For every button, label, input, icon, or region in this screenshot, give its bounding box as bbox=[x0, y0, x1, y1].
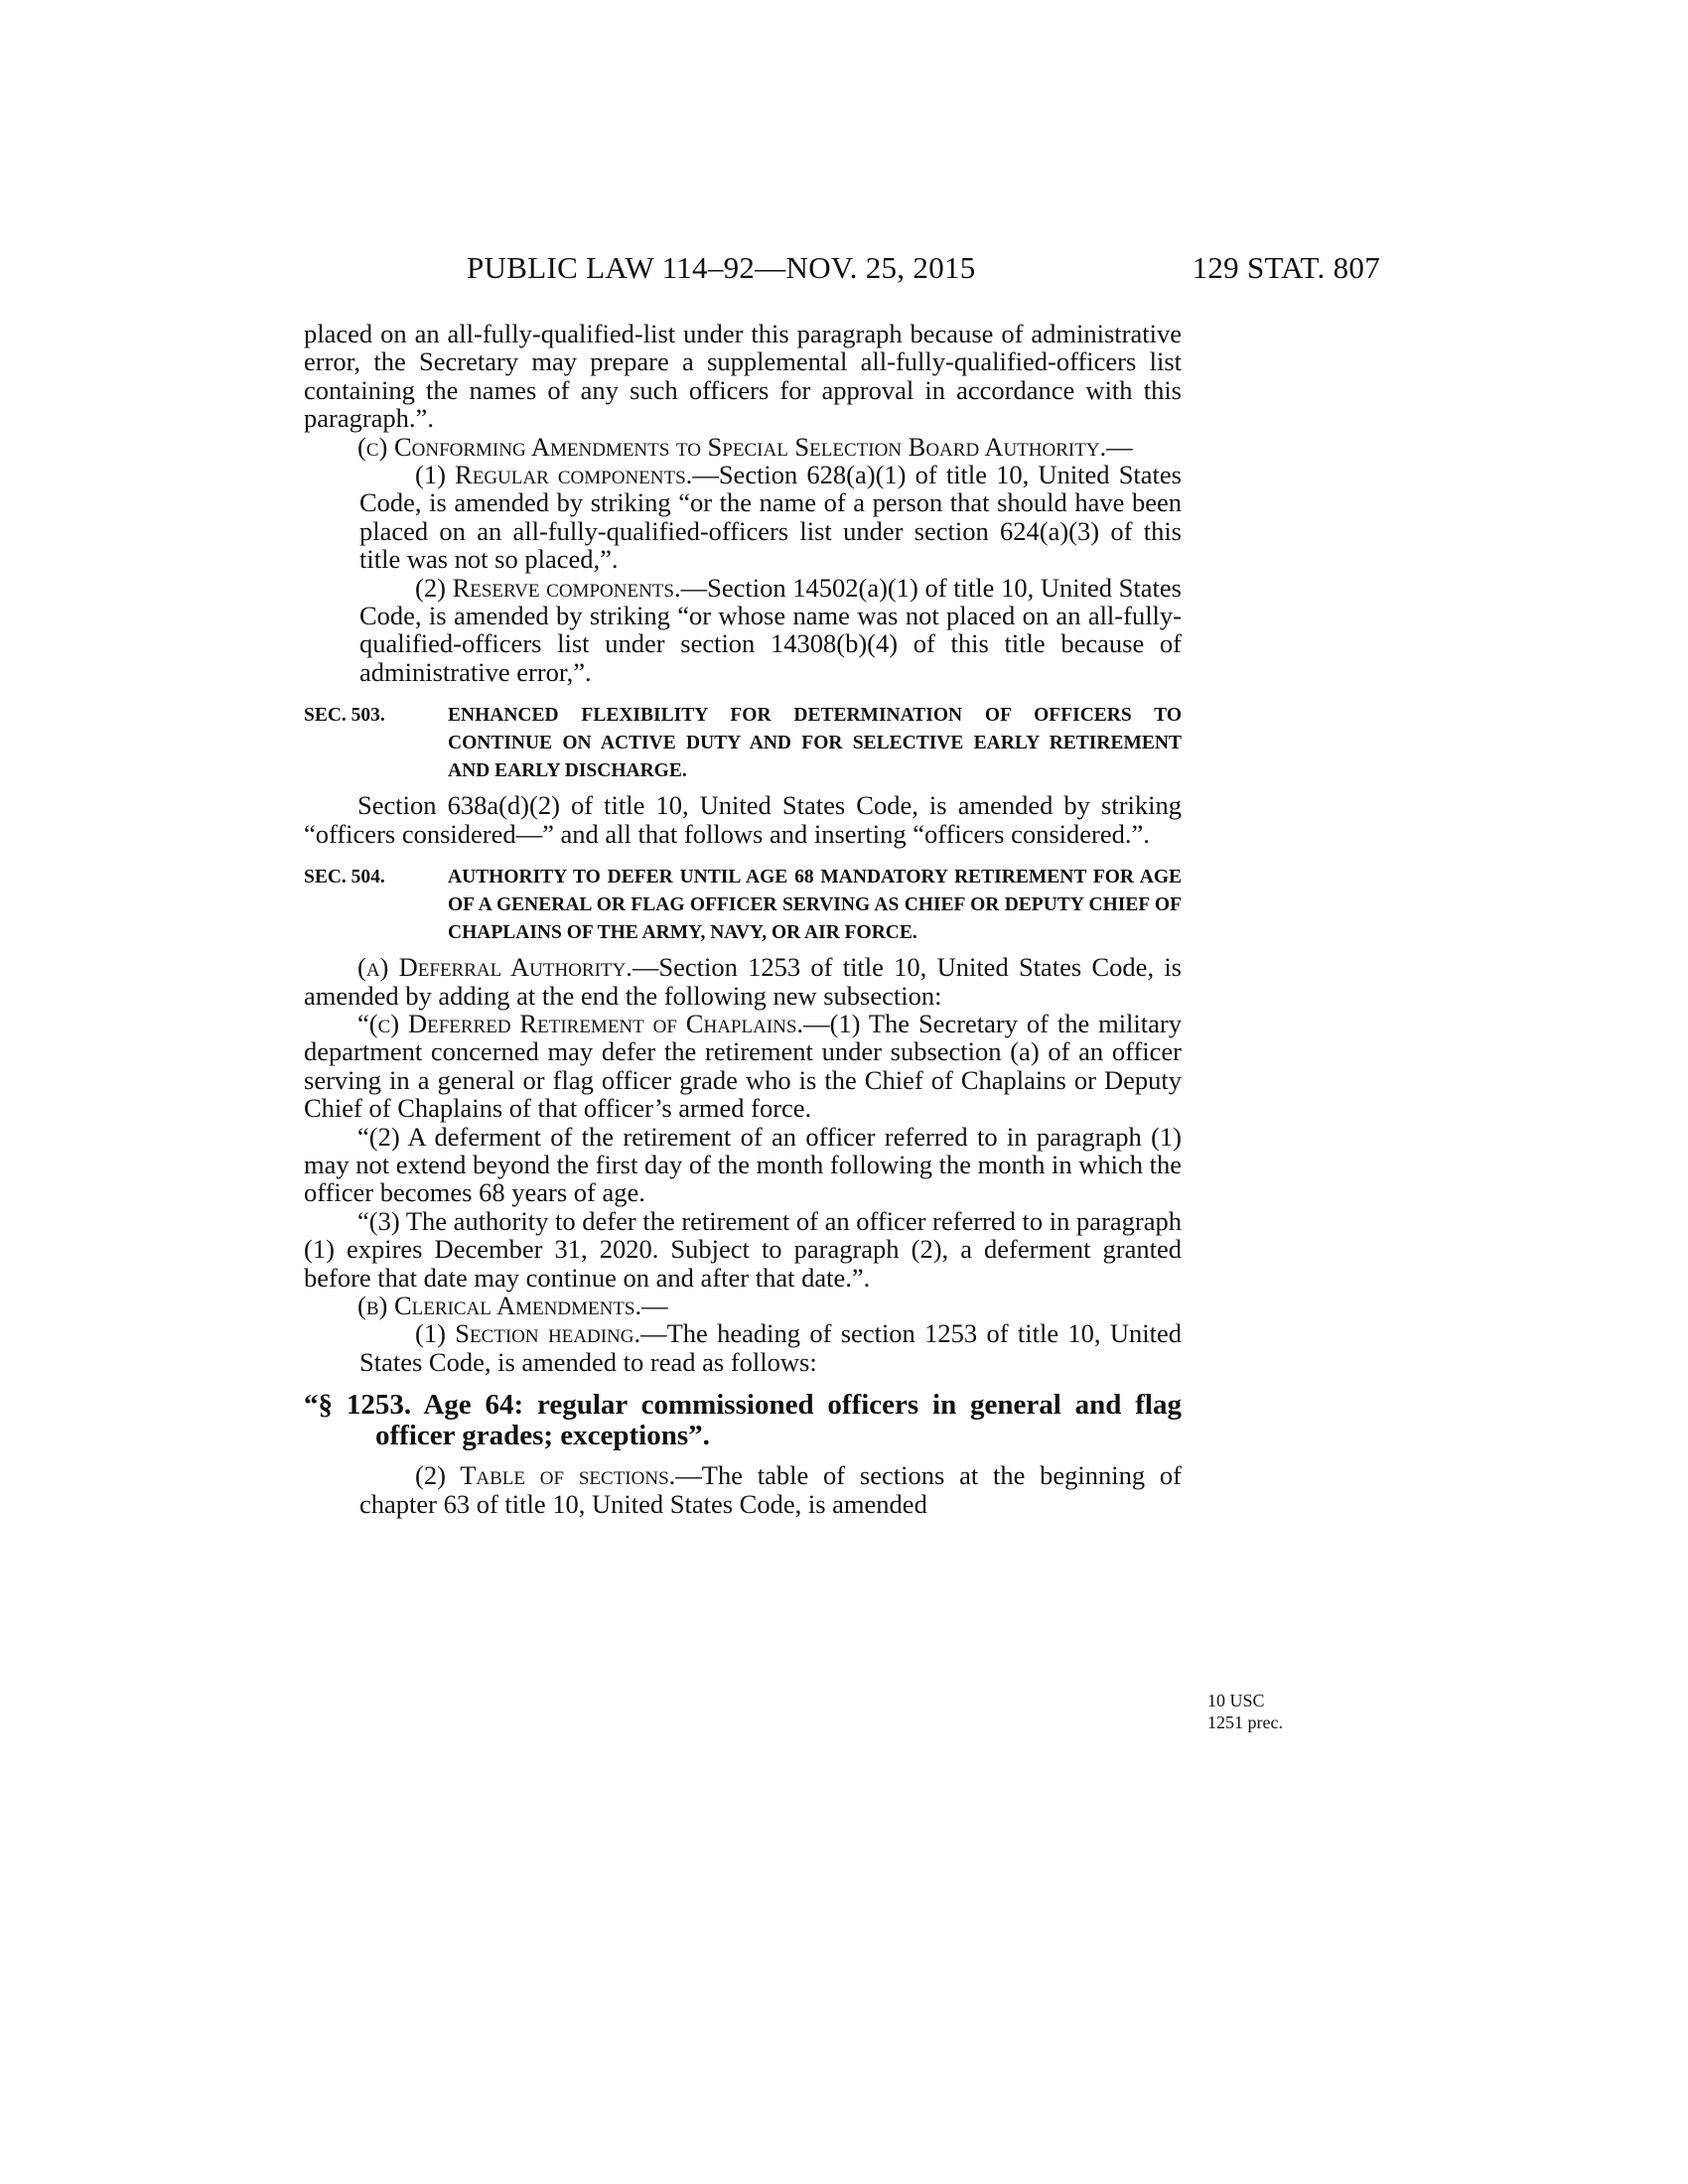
subsection-c-heading: (c) Conforming Amendments to Special Selection Board Authority.— bbox=[357, 431, 1133, 462]
quoted-paragraph-3: “(3) The authority to defer the retirement of an officer referred to in paragraph (1) expires December 31, 2020. Subject to paragraph (2), a deferment granted before that date may continue on and after that date.”. bbox=[304, 1205, 1182, 1293]
quoted-subsection-c: “(c) Deferred Retirement of Chaplains.—(1) The Secretary of the military department concerned may defer the retirement under subsection (a) of an officer serving in a general or flag officer grade who is the Chief of Chaplains or Deputy Chief of Chaplains of that officer’s armed force. bbox=[304, 1008, 1182, 1124]
public-law-citation: PUBLIC LAW 114–92—NOV. 25, 2015 bbox=[467, 250, 976, 285]
paragraph-c1: (1) Regular components.—Section 628(a)(1) of title 10, United States Code, is amended by striking “or the name of a person that should have been placed on an all-fully-qualified-officers list under section 624(a)(3) of this title was not so placed,”. bbox=[359, 460, 1182, 575]
paragraph-b1: (1) Section heading.—The heading of section 1253 of title 10, United States Code, is amended to read as follows: bbox=[359, 1318, 1182, 1377]
paragraph-b2: (2) Table of sections.—The table of sections at the beginning of chapter 63 of title 10, United States Code, is amended bbox=[359, 1460, 1182, 1519]
usc-section-heading: “§ 1253. Age 64: regular commissioned officers in general and flag officer grades; exceptions”. bbox=[304, 1389, 1182, 1452]
margin-note bbox=[1207, 1690, 1283, 1733]
section-503-text: Section 638a(d)(2) of title 10, United States Code, is amended by striking “officers considered—” and all that follows and inserting “officers considered.”. bbox=[304, 790, 1182, 849]
section-504-heading: SEC. 504. AUTHORITY TO DEFER UNTIL AGE 68 MANDATORY RETIREMENT FOR AGE OF A GENERAL OR FLAG OFFICER SERVING AS CHIEF OR DEPUTY CHIEF OF CHAPLAINS OF THE ARMY, NAVY, OR AIR FORCE. bbox=[304, 867, 1182, 944]
statutes-page-number: 129 STAT. 807 bbox=[1192, 250, 1380, 285]
paragraph-c2: (2) Reserve components.—Section 14502(a)(1) of title 10, United States Code, is amended by striking “or whose name was not placed on an all-fully-qualified-officers list under section 14308(b)(4) of this title because of administrative error,”. bbox=[359, 572, 1182, 687]
running-header bbox=[467, 250, 1380, 290]
subsection-a: (a) Deferral Authority.—Section 1253 of title 10, United States Code, is amended by adding at the end the following new subsection: bbox=[304, 952, 1182, 1011]
quoted-paragraph-2: “(2) A deferment of the retirement of an officer referred to in paragraph (1) may not extend beyond the first day of the month following the month in which the officer becomes 68 years of age. bbox=[304, 1121, 1182, 1208]
section-503-heading: SEC. 503. ENHANCED FLEXIBILITY FOR DETERMINATION OF OFFICERS TO CONTINUE ON ACTIVE DUTY AND FOR SELECTIVE EARLY RETIREMENT AND EARLY DISCHARGE. bbox=[304, 705, 1182, 782]
main-text-column bbox=[304, 320, 1182, 1518]
continued-paragraph: placed on an all-fully-qualified-list under this paragraph because of administrative error, the Secretary may prepare a supplemental all-fully-qualified-officers list containing the names of any such officers for approval in accordance with this paragraph.”. bbox=[304, 319, 1182, 434]
subsection-b-heading: (b) Clerical Amendments.— bbox=[357, 1290, 668, 1320]
margin-note-line-2: 1251 prec. bbox=[1207, 1712, 1283, 1732]
margin-note-line-1: 10 USC bbox=[1207, 1691, 1265, 1710]
